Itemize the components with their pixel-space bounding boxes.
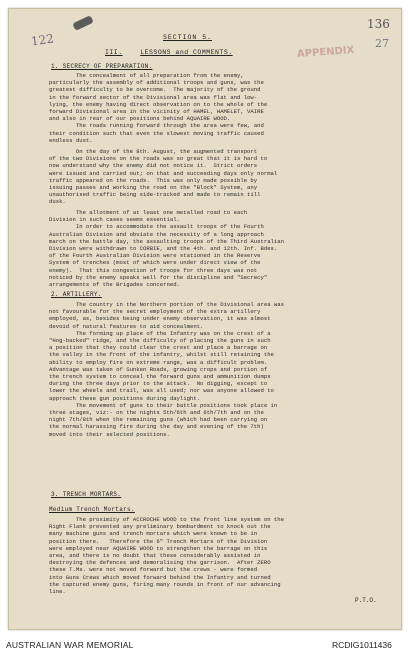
binder-clip-mark	[72, 15, 94, 31]
footer-institution: AUSTRALIAN WAR MEMORIAL	[6, 640, 134, 650]
appendix-stamp: APPENDIX	[296, 45, 355, 60]
footer-record-id: RCDIG1011436	[332, 640, 392, 650]
paragraph-trench-mortars: The proximity of ACCROCHE WOOD to the front line system on the Right Flank prevented any preliminary bombardment to knock out the many machine guns and trench mortars which were known to be in position there. Therefore the 6" Trench Mortars of the Division were employed near AQUAIRE WOOD to strengthen the barrage on this area, and there is no doubt that these considerably assisted in destroying the defences and demoralising the garrison. After ZERO these T.Ms. were not moved forward but the crews - were formed into Guns Crews which moved forward behind the Infantry and turned the captured enemy guns, firing many rounds in front of our advancing line.	[49, 516, 284, 596]
document-page	[8, 8, 402, 630]
document-title	[105, 49, 233, 56]
page-turn-note: P.T.O.	[355, 597, 377, 604]
margin-mark-extra: 27	[375, 37, 389, 50]
paragraph-secrecy-3: The allotment of at least one metalled road to each Division in such cases seems essential. In order to accommodate the assault troops of the Fourth Australian Division and obviate the necessity of a long approach march on the battle day, the assaulting troops of the Third Australian Division were withdrawn to CORBIE, and the 4th. and 12th. Inf. Bdes. of the Fourth Australian Division were stationed in the Reserve System of trenches (most of which were under direct view of the enemy). That this congestion of troops for three days was not noticed by the enemy speaks well for the discipline and "Secrecy" arrangements of the Brigades concerned.	[49, 209, 284, 289]
heading-secrecy: 1. SECRECY OF PREPARATION.	[51, 63, 153, 70]
paragraph-secrecy-2: On the day of the 8th. August, the augmented transport of the two Divisions on the roads was so great that it is hard to now understand why the enemy did not notice it. Strict orders were issued and carried out; on that and succeeding days only normal traffic appeared on the roads. This was only made possible by issuing passes and working the road on the "Block" System, any unauthorised traffic being side-tracked and made to remain till dusk.	[49, 148, 278, 206]
heading-trench-mortars: 3. TRENCH MORTARS.	[51, 491, 122, 498]
paragraph-secrecy-1: The concealment of all preparation from the enemy, particularly the assembly of additional troops and guns, was the greatest difficulty to be overcome. The majority of the ground in the forward sector of the Divisional area was flat and low- lying, the enemy having direct observation on to the whole of the forward Divisional area in the vicinity of HAMEL, HAMELET, VAIRE and also in rear of our positions behind AQUAIRE WOOD. The roads running forward through the area were few, and their condition such that even the slowest moving traffic caused endless dust.	[49, 72, 268, 144]
paragraph-artillery: The country in the Northern portion of the Divisional area was not favourable for the secret employment of the extra artillery employed, as, besides being under enemy observation, it was almost devoid of natural features to aid concealment. The forming up place of the Infantry was on the crest of a "Hog-backed" ridge, and the difficulty of placing the guns in such a position that they could clear the crest and place a barrage on the valley in the front of the infantry, whilst still retaining the ability to employ fire on extreme range, was a difficult problem. Advantage was taken of Sunken Roads, growing crops and portion of the trench system to conceal the forward guns and ammunition dumps during the three days prior to the attack. No digging, except to lower the wheels and trail, was all used; nor was anyone allowed to approach these gun positions during daylight. The movement of guns to their battle positions took place in three stages, viz:- on the nights 5th/6th and 6th/7th and on the night 7th/8th when the remaining guns (which had been carrying on the normal harassing fire during the day and evening of the 7th) moved into their selected positions.	[49, 301, 284, 438]
title-main: LESSONS and COMMENTS.	[140, 49, 233, 56]
title-prefix: III.	[105, 49, 123, 56]
subheading-medium-trench-mortars: Medium Trench Mortars.	[49, 506, 135, 513]
heading-artillery: 2. ARTILLERY.	[51, 291, 102, 298]
section-title: SECTION 5.	[163, 34, 213, 41]
margin-mark-right: 136	[367, 17, 390, 31]
margin-mark-left: 122	[30, 31, 55, 49]
